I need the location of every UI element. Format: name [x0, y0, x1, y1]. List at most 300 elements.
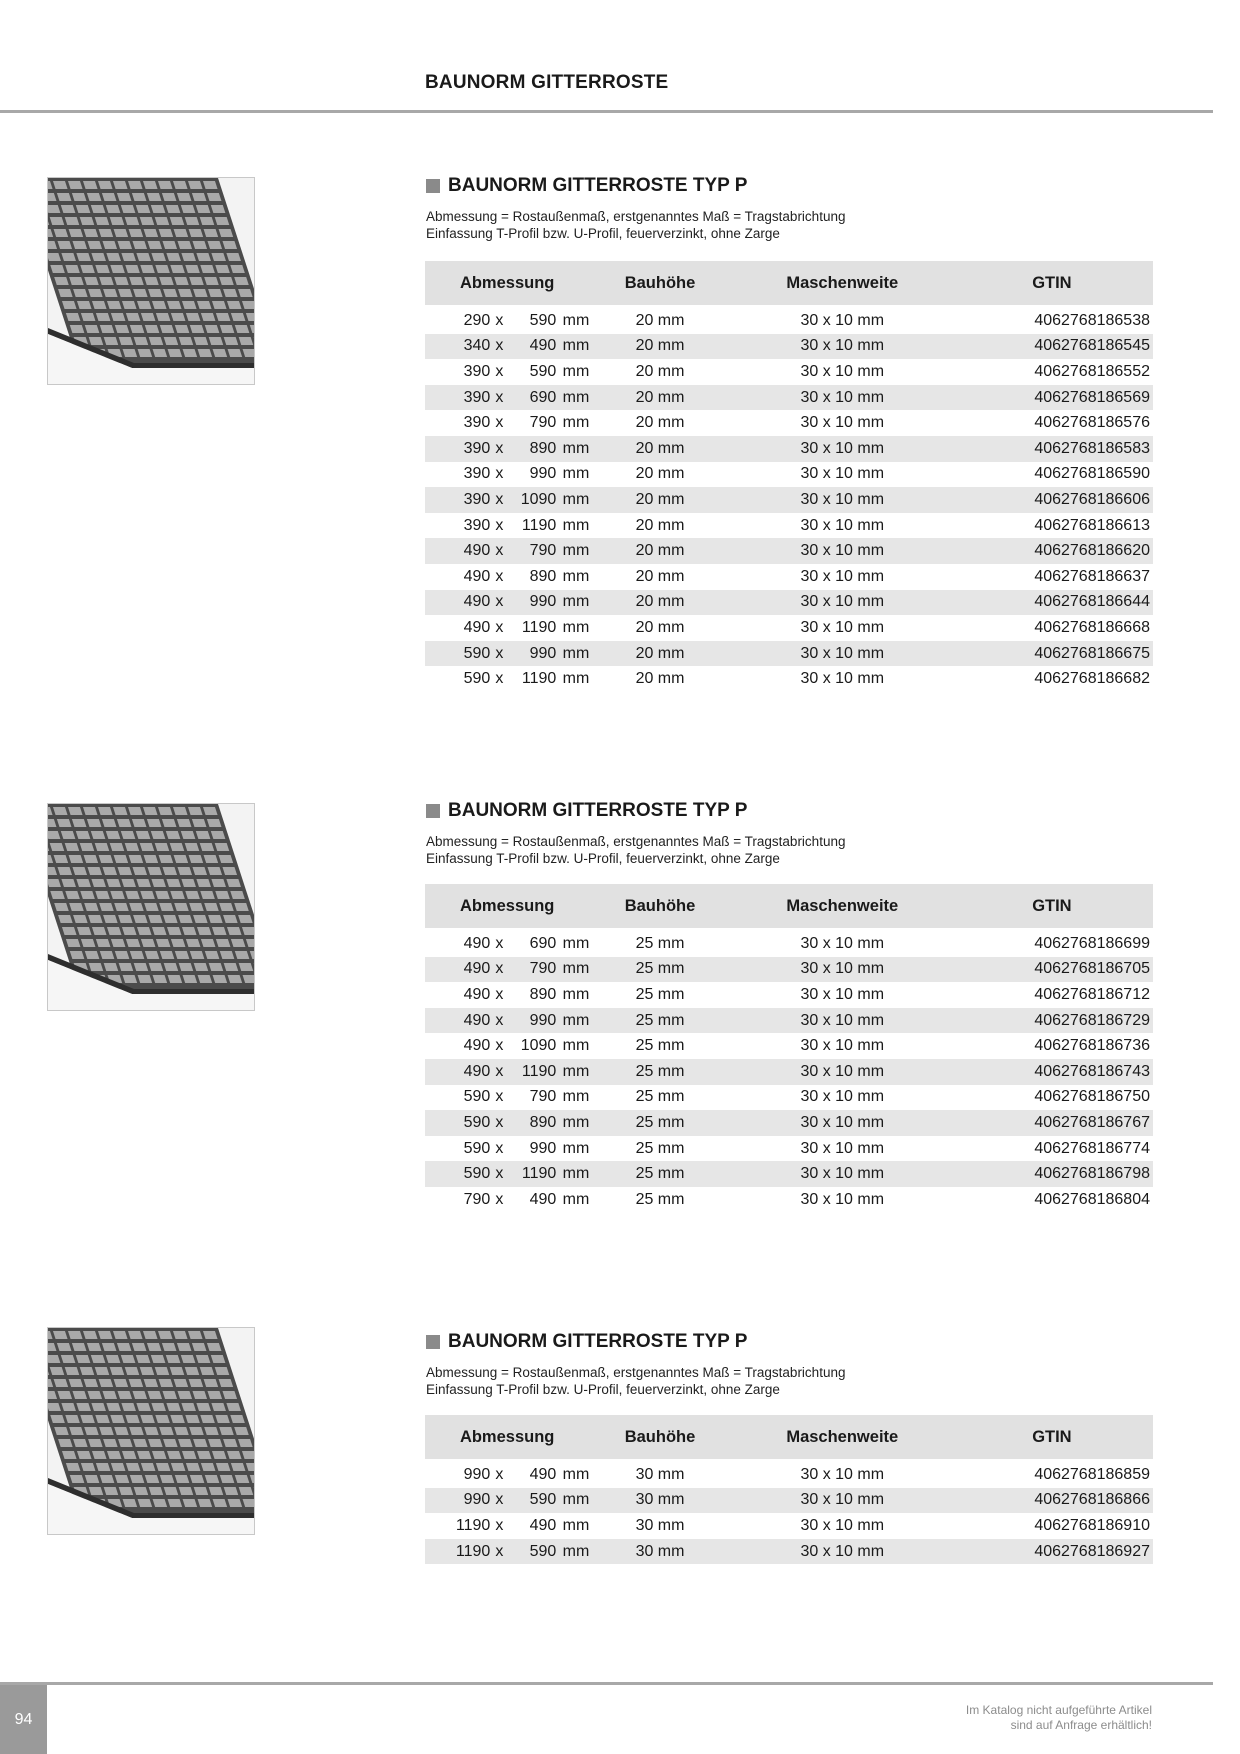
dimension-width: 490	[463, 985, 491, 1003]
height-cell: 25 mm	[635, 1139, 685, 1157]
page-title: BAUNORM GITTERROSTE	[425, 72, 669, 93]
dimension-separator: x	[495, 414, 504, 432]
table-row	[425, 957, 1153, 983]
dimension-separator: x	[495, 1113, 504, 1131]
section-description	[426, 833, 845, 867]
gtin-cell: 4062768186804	[1034, 1190, 1150, 1208]
mesh-cell: 30 x 10 mm	[800, 670, 885, 688]
mesh-cell: 30 x 10 mm	[800, 362, 885, 380]
dimension-length: 490	[529, 1516, 557, 1534]
column-header: Abmessung	[459, 273, 555, 292]
gtin-cell: 4062768186644	[1034, 593, 1150, 611]
table-row	[425, 359, 1153, 385]
dimension-cell	[425, 363, 589, 381]
dimension-separator: x	[495, 311, 504, 329]
table-row	[425, 1110, 1153, 1136]
dimension-unit: mm	[562, 670, 590, 688]
dimension-width: 590	[463, 1113, 491, 1131]
product-table	[425, 1415, 1153, 1564]
dimension-unit: mm	[562, 388, 590, 406]
dimension-unit: mm	[562, 1542, 590, 1560]
dimension-width: 340	[463, 337, 491, 355]
height-cell: 25 mm	[635, 1113, 685, 1131]
mesh-cell: 30 x 10 mm	[800, 1516, 885, 1534]
description-line: Abmessung = Rostaußenmaß, erstgenanntes Maß = Tragstabrichtung	[426, 1365, 846, 1380]
dimension-unit: mm	[562, 362, 590, 380]
dimension-separator: x	[495, 362, 504, 380]
column-header: Bauhöhe	[624, 1427, 696, 1446]
dimension-unit: mm	[562, 337, 590, 355]
gtin-cell: 4062768186569	[1034, 388, 1150, 406]
dimension-width: 290	[463, 311, 491, 329]
section-title	[426, 175, 747, 197]
mesh-cell: 30 x 10 mm	[800, 1190, 885, 1208]
table-row	[425, 410, 1153, 436]
description-line: Abmessung = Rostaußenmaß, erstgenanntes Maß = Tragstabrichtung	[426, 209, 846, 224]
gtin-cell: 4062768186538	[1034, 311, 1150, 329]
square-bullet-icon	[426, 804, 440, 818]
table-row	[425, 615, 1153, 641]
gtin-cell: 4062768186675	[1034, 644, 1150, 662]
dimension-cell	[425, 568, 589, 586]
mesh-cell: 30 x 10 mm	[800, 1165, 885, 1183]
height-cell: 20 mm	[635, 644, 685, 662]
gtin-cell: 4062768186583	[1034, 439, 1150, 457]
table-header	[425, 884, 1153, 928]
height-cell: 25 mm	[635, 985, 685, 1003]
dimension-cell	[425, 1491, 589, 1509]
dimension-unit: mm	[562, 644, 590, 662]
dimension-unit: mm	[562, 1139, 590, 1157]
dimension-length: 1190	[521, 670, 557, 688]
dimension-unit: mm	[562, 1190, 590, 1208]
table-row	[425, 564, 1153, 590]
dimension-length: 1090	[520, 490, 557, 508]
table-row	[425, 1513, 1153, 1539]
dimension-length: 790	[529, 1088, 557, 1106]
dimension-length: 890	[529, 1113, 557, 1131]
dimension-unit: mm	[562, 1088, 590, 1106]
height-cell: 30 mm	[635, 1516, 685, 1534]
mesh-cell: 30 x 10 mm	[800, 1062, 885, 1080]
height-cell: 25 mm	[635, 1037, 685, 1055]
gtin-cell: 4062768186729	[1034, 1011, 1150, 1029]
dimension-unit: mm	[562, 1165, 590, 1183]
dimension-unit: mm	[562, 1062, 590, 1080]
dimension-cell	[425, 1037, 589, 1055]
dimension-length: 1090	[520, 1037, 557, 1055]
height-cell: 20 mm	[635, 439, 685, 457]
gtin-cell: 4062768186705	[1034, 960, 1150, 978]
dimension-length: 1190	[521, 1165, 557, 1183]
dimension-cell	[425, 1517, 589, 1535]
gtin-cell: 4062768186767	[1034, 1113, 1150, 1131]
footer-note-line: Im Katalog nicht aufgeführte Artikel	[965, 1703, 1152, 1717]
dimension-width: 1190	[455, 1516, 491, 1534]
gtin-cell: 4062768186774	[1034, 1139, 1150, 1157]
dimension-cell	[425, 1012, 589, 1030]
grating-image	[48, 1328, 254, 1534]
mesh-cell: 30 x 10 mm	[800, 1542, 885, 1560]
section-title-text: BAUNORM GITTERROSTE TYP P	[448, 800, 748, 821]
product-photo	[47, 177, 255, 385]
height-cell: 20 mm	[635, 337, 685, 355]
dimension-separator: x	[495, 1011, 504, 1029]
table-row	[425, 1488, 1153, 1514]
height-cell: 20 mm	[635, 593, 685, 611]
dimension-cell	[425, 1140, 589, 1158]
dimension-width: 490	[463, 1062, 491, 1080]
dimension-length: 790	[529, 414, 557, 432]
dimension-separator: x	[495, 542, 504, 560]
table-row	[425, 666, 1153, 692]
table-row	[425, 334, 1153, 360]
gtin-cell: 4062768186637	[1034, 567, 1150, 585]
product-photo	[47, 1327, 255, 1535]
table-row	[425, 1187, 1153, 1213]
dimension-separator: x	[495, 985, 504, 1003]
dimension-length: 890	[529, 567, 557, 585]
footer-note-line: sind auf Anfrage erhältlich!	[1010, 1718, 1152, 1732]
mesh-cell: 30 x 10 mm	[800, 516, 885, 534]
footer-note	[966, 1703, 1152, 1733]
dimension-length: 990	[529, 593, 557, 611]
dimension-cell	[425, 645, 589, 663]
square-bullet-icon	[426, 1335, 440, 1349]
dimension-separator: x	[495, 593, 504, 611]
dimension-separator: x	[495, 670, 504, 688]
description-line: Abmessung = Rostaußenmaß, erstgenanntes Maß = Tragstabrichtung	[426, 834, 846, 849]
dimension-width: 590	[463, 1088, 491, 1106]
dimension-width: 390	[463, 465, 491, 483]
dimension-width: 1190	[455, 1542, 491, 1560]
dimension-length: 1190	[521, 618, 557, 636]
page-number: 94	[0, 1685, 47, 1754]
dimension-cell	[425, 440, 589, 458]
height-cell: 30 mm	[635, 1491, 685, 1509]
height-cell: 25 mm	[635, 1165, 685, 1183]
table-row	[425, 1539, 1153, 1565]
dimension-length: 590	[529, 362, 557, 380]
gtin-cell: 4062768186590	[1034, 465, 1150, 483]
dimension-width: 590	[463, 1139, 491, 1157]
table-row	[425, 982, 1153, 1008]
dimension-length: 490	[529, 1190, 557, 1208]
mesh-cell: 30 x 10 mm	[800, 490, 885, 508]
gtin-cell: 4062768186750	[1034, 1088, 1150, 1106]
mesh-cell: 30 x 10 mm	[800, 644, 885, 662]
dimension-separator: x	[495, 1037, 504, 1055]
mesh-cell: 30 x 10 mm	[800, 465, 885, 483]
table-row	[425, 1462, 1153, 1488]
dimension-separator: x	[495, 490, 504, 508]
table-row	[425, 1008, 1153, 1034]
dimension-length: 790	[529, 960, 557, 978]
gtin-cell: 4062768186927	[1034, 1542, 1150, 1560]
gtin-cell: 4062768186712	[1034, 985, 1150, 1003]
dimension-width: 490	[463, 1011, 491, 1029]
dimension-length: 990	[529, 644, 557, 662]
dimension-unit: mm	[562, 1113, 590, 1131]
dimension-cell	[425, 670, 589, 688]
gtin-cell: 4062768186613	[1034, 516, 1150, 534]
dimension-width: 590	[463, 1165, 491, 1183]
gtin-cell: 4062768186682	[1034, 670, 1150, 688]
gtin-cell: 4062768186699	[1034, 934, 1150, 952]
dimension-width: 390	[463, 490, 491, 508]
dimension-unit: mm	[562, 542, 590, 560]
description-line: Einfassung T-Profil bzw. U-Profil, feuerverzinkt, ohne Zarge	[426, 1382, 780, 1397]
column-header: GTIN	[1032, 273, 1072, 292]
dimension-separator: x	[495, 1542, 504, 1560]
gtin-cell: 4062768186910	[1034, 1516, 1150, 1534]
height-cell: 20 mm	[635, 362, 685, 380]
column-header: Abmessung	[459, 1427, 555, 1446]
dimension-unit: mm	[562, 1011, 590, 1029]
dimension-width: 390	[463, 388, 491, 406]
dimension-unit: mm	[562, 516, 590, 534]
table-header	[425, 1415, 1153, 1459]
dimension-separator: x	[495, 1190, 504, 1208]
dimension-length: 990	[529, 465, 557, 483]
section-title	[426, 1331, 747, 1353]
dimension-cell	[425, 619, 589, 637]
dimension-width: 590	[463, 670, 491, 688]
dimension-separator: x	[495, 337, 504, 355]
table-row	[425, 538, 1153, 564]
height-cell: 20 mm	[635, 670, 685, 688]
table-row	[425, 1033, 1153, 1059]
square-bullet-icon	[426, 179, 440, 193]
mesh-cell: 30 x 10 mm	[800, 1465, 885, 1483]
dimension-length: 990	[529, 1011, 557, 1029]
mesh-cell: 30 x 10 mm	[800, 439, 885, 457]
dimension-unit: mm	[562, 934, 590, 952]
gtin-cell: 4062768186576	[1034, 414, 1150, 432]
table-row	[425, 436, 1153, 462]
dimension-cell	[425, 542, 589, 560]
dimension-unit: mm	[562, 1516, 590, 1534]
gtin-cell: 4062768186798	[1034, 1165, 1150, 1183]
dimension-length: 690	[529, 388, 557, 406]
dimension-unit: mm	[562, 618, 590, 636]
mesh-cell: 30 x 10 mm	[800, 1139, 885, 1157]
grating-image	[48, 804, 254, 1010]
height-cell: 20 mm	[635, 465, 685, 483]
table-row	[425, 513, 1153, 539]
header-divider	[0, 110, 1213, 113]
dimension-length: 890	[529, 439, 557, 457]
dimension-length: 790	[529, 542, 557, 560]
height-cell: 25 mm	[635, 1088, 685, 1106]
dimension-cell	[425, 1063, 589, 1081]
table-row	[425, 385, 1153, 411]
dimension-unit: mm	[562, 985, 590, 1003]
dimension-cell	[425, 337, 589, 355]
gtin-cell: 4062768186668	[1034, 618, 1150, 636]
height-cell: 20 mm	[635, 490, 685, 508]
dimension-cell	[425, 1088, 589, 1106]
gtin-cell: 4062768186859	[1034, 1465, 1150, 1483]
height-cell: 30 mm	[635, 1542, 685, 1560]
dimension-separator: x	[495, 1062, 504, 1080]
dimension-length: 590	[529, 1491, 557, 1509]
mesh-cell: 30 x 10 mm	[800, 934, 885, 952]
dimension-separator: x	[495, 960, 504, 978]
gtin-cell: 4062768186736	[1034, 1037, 1150, 1055]
dimension-cell	[425, 1466, 589, 1484]
description-line: Einfassung T-Profil bzw. U-Profil, feuerverzinkt, ohne Zarge	[426, 226, 780, 241]
table-header	[425, 261, 1153, 305]
mesh-cell: 30 x 10 mm	[800, 1113, 885, 1131]
dimension-cell	[425, 389, 589, 407]
dimension-unit: mm	[562, 1465, 590, 1483]
dimension-length: 490	[529, 1465, 557, 1483]
dimension-separator: x	[495, 439, 504, 457]
table-row	[425, 931, 1153, 957]
dimension-separator: x	[495, 934, 504, 952]
column-header: GTIN	[1032, 1427, 1072, 1446]
dimension-width: 490	[463, 960, 491, 978]
height-cell: 25 mm	[635, 1062, 685, 1080]
mesh-cell: 30 x 10 mm	[800, 593, 885, 611]
dimension-width: 390	[463, 362, 491, 380]
mesh-cell: 30 x 10 mm	[800, 1088, 885, 1106]
dimension-cell	[425, 986, 589, 1004]
height-cell: 20 mm	[635, 311, 685, 329]
dimension-width: 390	[463, 439, 491, 457]
dimension-unit: mm	[562, 311, 590, 329]
table-row	[425, 462, 1153, 488]
dimension-unit: mm	[562, 465, 590, 483]
column-header: Bauhöhe	[624, 273, 696, 292]
height-cell: 20 mm	[635, 567, 685, 585]
height-cell: 30 mm	[635, 1465, 685, 1483]
dimension-cell	[425, 414, 589, 432]
description-line: Einfassung T-Profil bzw. U-Profil, feuerverzinkt, ohne Zarge	[426, 851, 780, 866]
height-cell: 25 mm	[635, 960, 685, 978]
dimension-cell	[425, 491, 589, 509]
dimension-cell	[425, 1165, 589, 1183]
dimension-length: 890	[529, 985, 557, 1003]
dimension-width: 990	[463, 1465, 491, 1483]
dimension-width: 490	[463, 1037, 491, 1055]
section-title-text: BAUNORM GITTERROSTE TYP P	[448, 175, 748, 196]
dimension-cell	[425, 465, 589, 483]
section-title-text: BAUNORM GITTERROSTE TYP P	[448, 1331, 748, 1352]
dimension-cell	[425, 1543, 589, 1561]
dimension-cell	[425, 517, 589, 535]
dimension-width: 790	[463, 1190, 491, 1208]
dimension-length: 1190	[521, 1062, 557, 1080]
mesh-cell: 30 x 10 mm	[800, 1491, 885, 1509]
height-cell: 20 mm	[635, 414, 685, 432]
dimension-separator: x	[495, 618, 504, 636]
dimension-separator: x	[495, 1139, 504, 1157]
mesh-cell: 30 x 10 mm	[800, 1011, 885, 1029]
dimension-separator: x	[495, 388, 504, 406]
table-row	[425, 308, 1153, 334]
dimension-width: 490	[463, 934, 491, 952]
gtin-cell: 4062768186743	[1034, 1062, 1150, 1080]
mesh-cell: 30 x 10 mm	[800, 542, 885, 560]
dimension-cell	[425, 960, 589, 978]
product-photo	[47, 803, 255, 1011]
table-row	[425, 1161, 1153, 1187]
gtin-cell: 4062768186606	[1034, 490, 1150, 508]
gtin-cell: 4062768186620	[1034, 542, 1150, 560]
table-row	[425, 1059, 1153, 1085]
dimension-unit: mm	[562, 593, 590, 611]
column-header: Abmessung	[459, 896, 555, 915]
height-cell: 25 mm	[635, 1190, 685, 1208]
mesh-cell: 30 x 10 mm	[800, 618, 885, 636]
mesh-cell: 30 x 10 mm	[800, 414, 885, 432]
height-cell: 20 mm	[635, 618, 685, 636]
dimension-cell	[425, 593, 589, 611]
column-header: Bauhöhe	[624, 896, 696, 915]
footer-divider	[0, 1682, 1213, 1685]
column-header: Maschenweite	[786, 273, 899, 292]
dimension-unit: mm	[562, 1491, 590, 1509]
section-title	[426, 800, 747, 822]
dimension-cell	[425, 1114, 589, 1132]
gtin-cell: 4062768186552	[1034, 362, 1150, 380]
dimension-width: 490	[463, 542, 491, 560]
mesh-cell: 30 x 10 mm	[800, 388, 885, 406]
column-header: Maschenweite	[786, 896, 899, 915]
dimension-unit: mm	[562, 1037, 590, 1055]
table-row	[425, 590, 1153, 616]
height-cell: 25 mm	[635, 934, 685, 952]
height-cell: 20 mm	[635, 542, 685, 560]
section-description	[426, 1364, 845, 1398]
gtin-cell: 4062768186866	[1034, 1491, 1150, 1509]
gtin-cell: 4062768186545	[1034, 337, 1150, 355]
mesh-cell: 30 x 10 mm	[800, 311, 885, 329]
product-table	[425, 884, 1153, 1213]
dimension-length: 690	[529, 934, 557, 952]
dimension-separator: x	[495, 1088, 504, 1106]
dimension-separator: x	[495, 567, 504, 585]
dimension-length: 490	[529, 337, 557, 355]
dimension-width: 490	[463, 567, 491, 585]
dimension-width: 490	[463, 593, 491, 611]
product-table	[425, 261, 1153, 692]
mesh-cell: 30 x 10 mm	[800, 1037, 885, 1055]
dimension-length: 590	[529, 311, 557, 329]
grating-image	[48, 178, 254, 384]
dimension-width: 390	[463, 516, 491, 534]
dimension-separator: x	[495, 644, 504, 662]
mesh-cell: 30 x 10 mm	[800, 567, 885, 585]
dimension-width: 990	[463, 1491, 491, 1509]
table-row	[425, 487, 1153, 513]
dimension-separator: x	[495, 1491, 504, 1509]
dimension-unit: mm	[562, 439, 590, 457]
dimension-cell	[425, 1191, 589, 1209]
height-cell: 25 mm	[635, 1011, 685, 1029]
dimension-separator: x	[495, 1465, 504, 1483]
dimension-separator: x	[495, 1516, 504, 1534]
dimension-separator: x	[495, 1165, 504, 1183]
dimension-width: 490	[463, 618, 491, 636]
height-cell: 20 mm	[635, 516, 685, 534]
section-description	[426, 208, 845, 242]
dimension-unit: mm	[562, 414, 590, 432]
dimension-separator: x	[495, 516, 504, 534]
dimension-unit: mm	[562, 960, 590, 978]
